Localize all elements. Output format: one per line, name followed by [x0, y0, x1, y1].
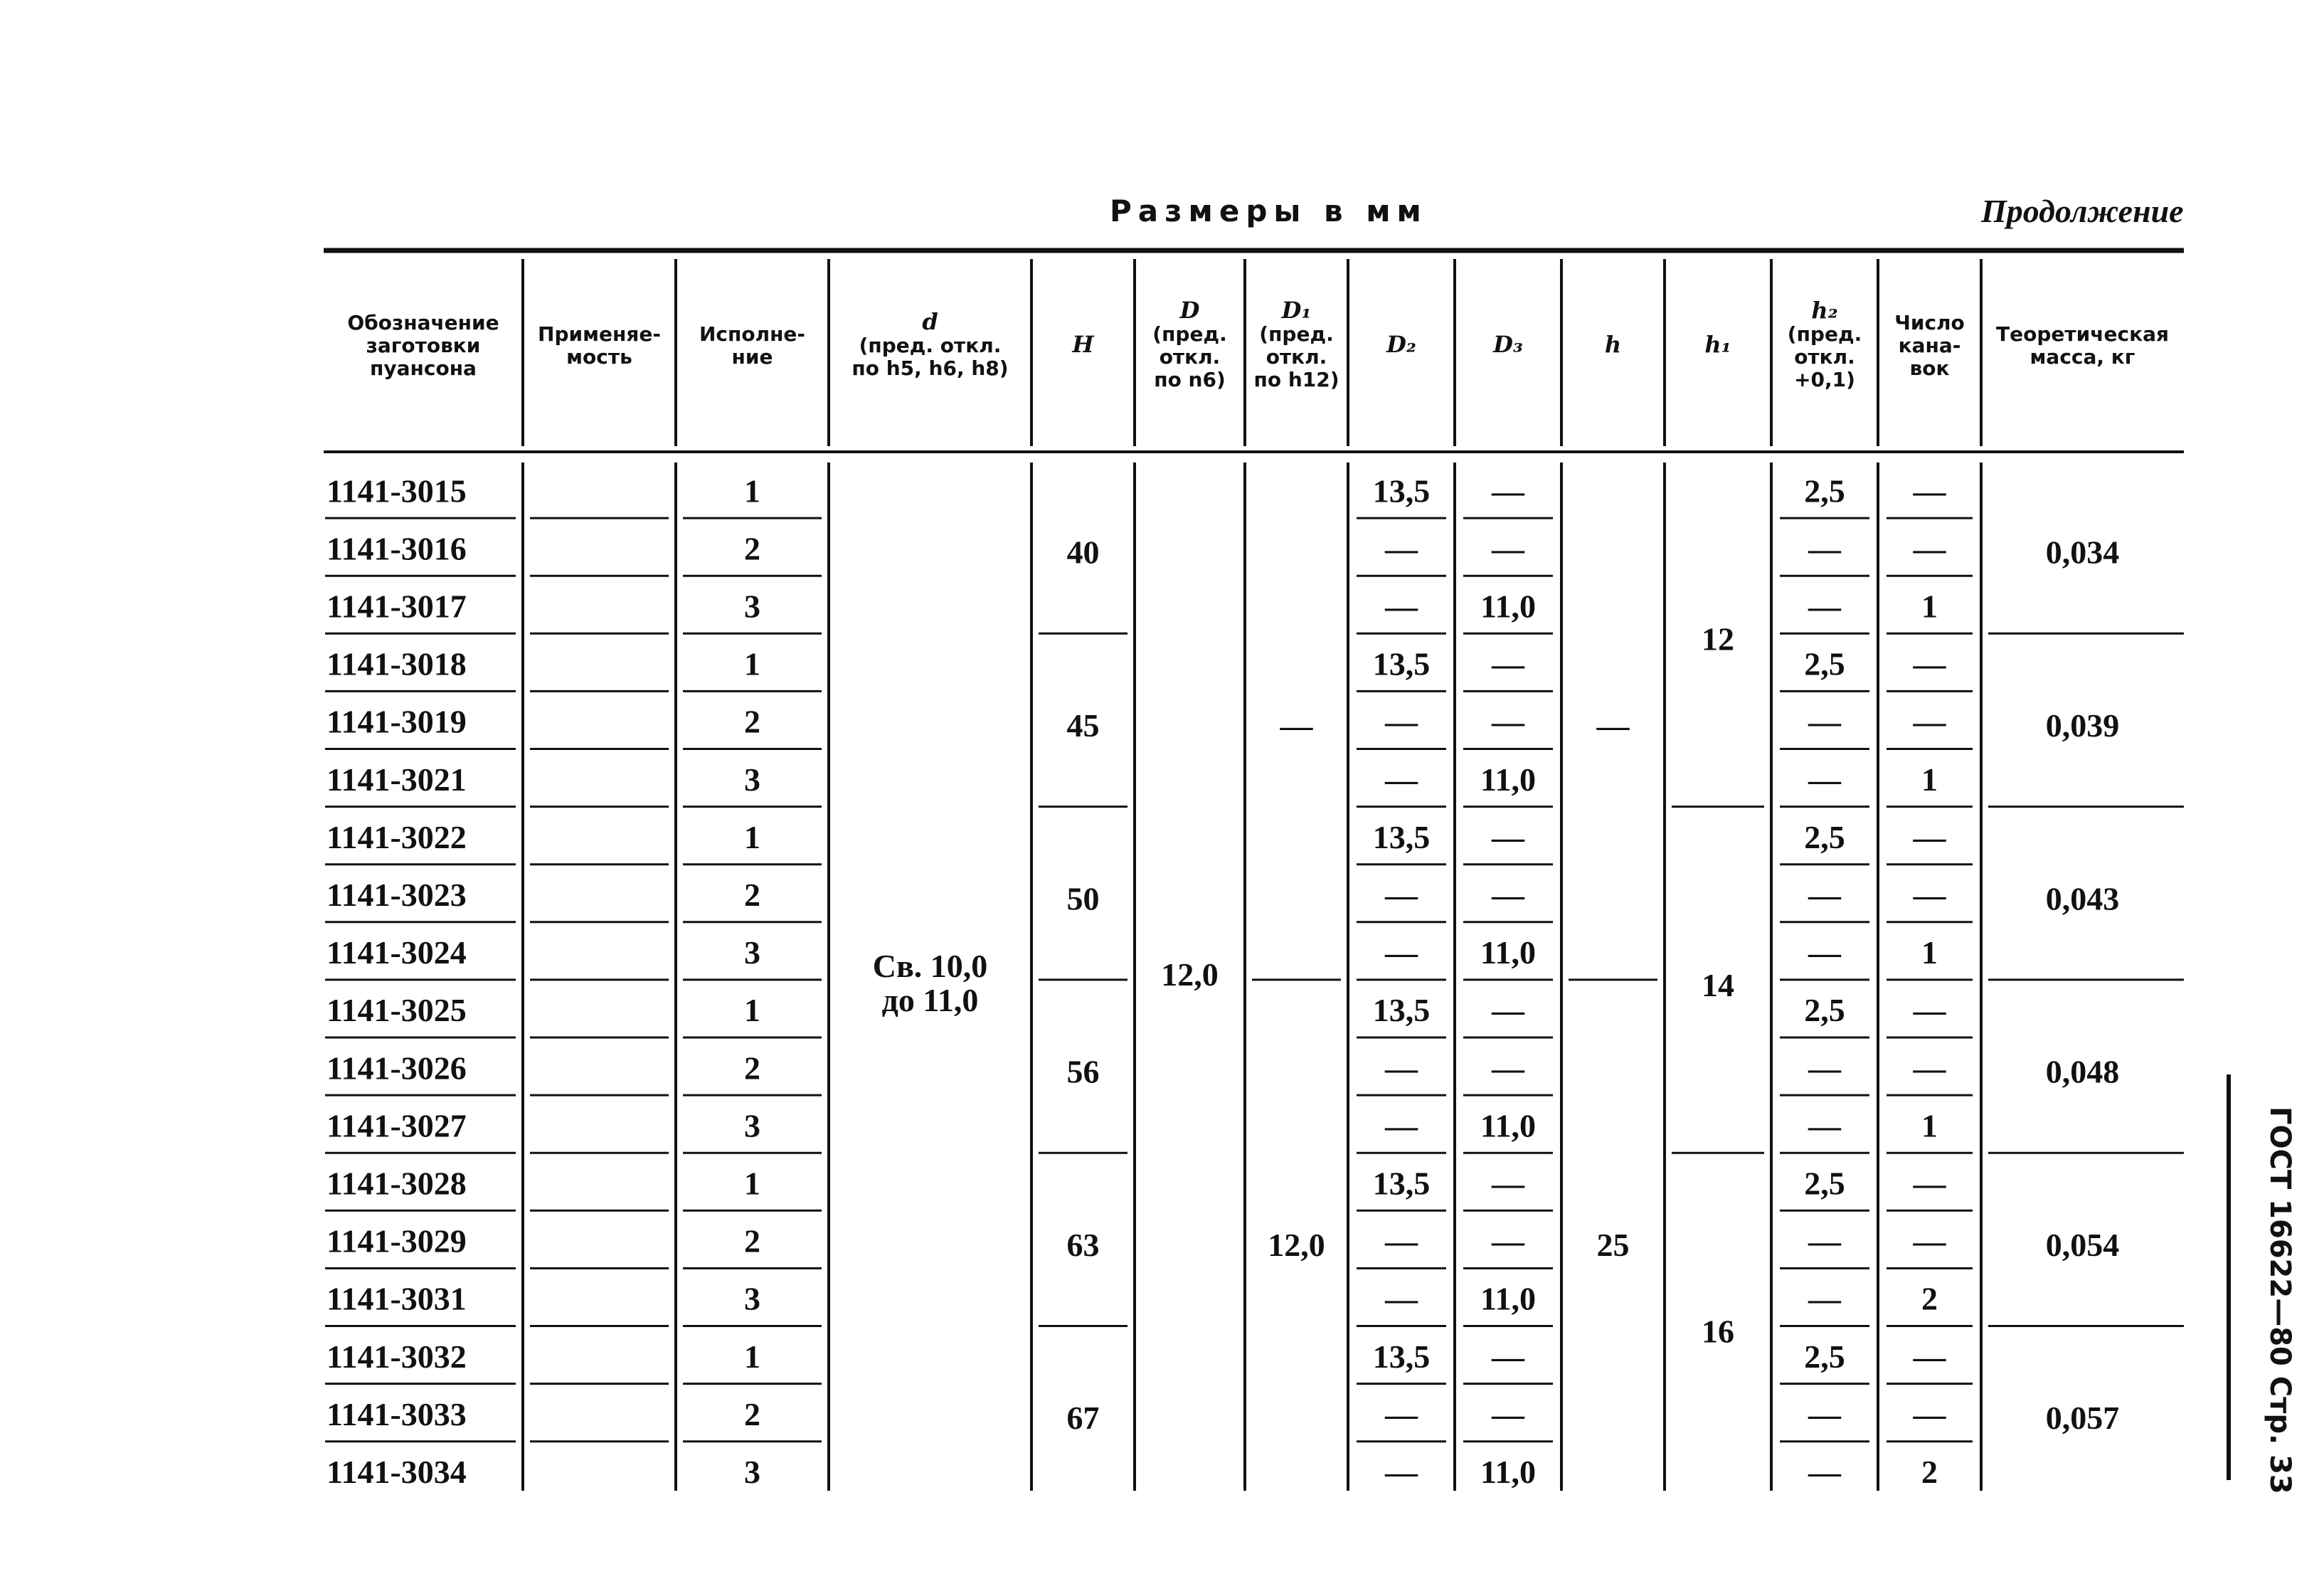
h-height-cell: 45 [1066, 707, 1100, 744]
d-outer-cell: 12,0 [1161, 956, 1219, 993]
grooves-cell: — [1913, 645, 1946, 682]
h-height-cell: 56 [1066, 1053, 1100, 1090]
d3-cell: — [1492, 1395, 1524, 1432]
h1-cell: 12 [1702, 620, 1734, 657]
d3-cell: — [1492, 472, 1524, 509]
designation-cell: 1141-3033 [327, 1395, 467, 1432]
designation-cell: 1141-3027 [327, 1107, 467, 1144]
grooves-cell: 1 [1921, 1107, 1938, 1144]
d1-cell: 12,0 [1268, 1226, 1325, 1263]
h2-cell: 2,5 [1804, 1165, 1845, 1202]
h2-cell: — [1808, 934, 1841, 971]
execution-cell: 2 [744, 703, 760, 740]
mass-cell: 0,057 [2045, 1400, 2120, 1437]
d2-cell: 13,5 [1372, 645, 1431, 682]
h1-cell: 16 [1702, 1313, 1734, 1350]
execution-cell: 2 [744, 1395, 760, 1432]
h2-cell: 2,5 [1804, 992, 1845, 1029]
h1-cell: 14 [1702, 966, 1734, 1003]
grooves-cell: — [1913, 1165, 1946, 1202]
d3-cell: — [1492, 1222, 1524, 1259]
d3-cell: — [1492, 992, 1524, 1029]
h-cell: 25 [1596, 1226, 1630, 1263]
mass-cell: 0,054 [2045, 1226, 2120, 1263]
h2-cell: — [1808, 1280, 1841, 1317]
d2-cell: — [1385, 1280, 1418, 1317]
d3-cell: — [1492, 645, 1524, 682]
d1-cell: — [1280, 707, 1313, 744]
header-H-line-0: H [1072, 331, 1094, 358]
designation-cell: 1141-3025 [327, 992, 467, 1029]
grooves-cell: 1 [1921, 588, 1938, 625]
h-height-cell: 67 [1066, 1400, 1100, 1437]
grooves-cell: 1 [1921, 761, 1938, 798]
grooves-cell: — [1913, 1338, 1946, 1375]
execution-cell: 3 [744, 934, 760, 971]
designation-cell: 1141-3015 [327, 472, 467, 509]
d2-cell: — [1385, 1107, 1418, 1144]
d2-cell: — [1385, 1050, 1418, 1087]
h2-cell: — [1808, 703, 1841, 740]
header-h1-line-0: h₁ [1704, 331, 1731, 358]
h2-cell: — [1808, 1222, 1841, 1259]
execution-cell: 1 [744, 818, 760, 855]
execution-cell: 1 [744, 472, 760, 509]
caption-dimensions: Размеры в мм [1110, 194, 1428, 228]
grooves-cell: — [1913, 876, 1946, 913]
d2-cell: 13,5 [1372, 818, 1431, 855]
grooves-cell: — [1913, 1222, 1946, 1259]
d-range-cell: до 11,0 [881, 981, 979, 1018]
grooves-cell: 1 [1921, 934, 1938, 971]
execution-cell: 1 [744, 645, 760, 682]
header-D-line-1: (пред. [1152, 322, 1227, 346]
d3-cell: 11,0 [1480, 1107, 1536, 1144]
d2-cell: 13,5 [1372, 1165, 1431, 1202]
header-mass-line-1: масса, кг [2029, 345, 2135, 369]
execution-cell: 2 [744, 530, 760, 567]
header-applicability-line-0: Применяе- [538, 322, 661, 346]
header-h2-line-1: (пред. [1787, 322, 1862, 346]
header-h2-line-0: h₂ [1811, 297, 1838, 324]
header-D2-line-0: D₂ [1386, 331, 1416, 358]
h2-cell: 2,5 [1804, 645, 1845, 682]
header-designation-line-2: пуансона [370, 356, 477, 380]
h-height-cell: 63 [1066, 1226, 1100, 1263]
h2-cell: — [1808, 1453, 1841, 1490]
grooves-cell: 2 [1921, 1280, 1938, 1317]
execution-cell: 3 [744, 1107, 760, 1144]
h2-cell: — [1808, 530, 1841, 567]
d3-cell: — [1492, 703, 1524, 740]
mass-cell: 0,048 [2045, 1053, 2120, 1090]
h2-cell: — [1808, 761, 1841, 798]
d2-cell: — [1385, 1453, 1418, 1490]
execution-cell: 1 [744, 1338, 760, 1375]
h2-cell: — [1808, 1395, 1841, 1432]
header-h2-line-3: +0,1) [1794, 368, 1855, 391]
header-grooves-line-2: вок [1909, 356, 1950, 380]
header-D-line-2: откл. [1159, 345, 1221, 369]
header-h2-line-2: откл. [1794, 345, 1855, 369]
designation-cell: 1141-3029 [327, 1222, 467, 1259]
designation-cell: 1141-3022 [327, 818, 467, 855]
side-stamp-text: ГОСТ 16622—80 Стр. 33 [2264, 1106, 2296, 1494]
continuation-label: Продолжение [1981, 193, 2184, 229]
d3-cell: 11,0 [1480, 1280, 1536, 1317]
grooves-cell: 2 [1921, 1453, 1938, 1490]
header-applicability-line-1: мость [566, 345, 632, 369]
h2-cell: — [1808, 876, 1841, 913]
designation-cell: 1141-3023 [327, 876, 467, 913]
h-cell: — [1596, 707, 1630, 744]
d3-cell: 11,0 [1480, 934, 1536, 971]
mass-cell: 0,034 [2045, 534, 2120, 571]
execution-cell: 2 [744, 1050, 760, 1087]
d3-cell: — [1492, 876, 1524, 913]
d3-cell: — [1492, 818, 1524, 855]
d3-cell: — [1492, 530, 1524, 567]
header-mass-line-0: Теоретическая [1996, 322, 2169, 346]
header-D-line-0: D [1179, 297, 1200, 324]
header-D1-line-3: по h12) [1253, 368, 1339, 391]
d3-cell: — [1492, 1338, 1524, 1375]
header-execution-line-1: ние [731, 345, 773, 369]
grooves-cell: — [1913, 703, 1946, 740]
d2-cell: — [1385, 761, 1418, 798]
header-designation-line-0: Обозначение [347, 311, 499, 334]
grooves-cell: — [1913, 472, 1946, 509]
grooves-cell: — [1913, 992, 1946, 1029]
d2-cell: — [1385, 703, 1418, 740]
designation-cell: 1141-3034 [327, 1453, 467, 1490]
header-d-line-2: по h5, h6, h8) [851, 356, 1009, 380]
header-D1-line-2: откл. [1266, 345, 1327, 369]
header-d-line-1: (пред. откл. [859, 334, 1002, 357]
execution-cell: 2 [744, 876, 760, 913]
d2-cell: — [1385, 530, 1418, 567]
header-D-line-3: по n6) [1154, 368, 1226, 391]
header-D1-line-0: D₁ [1281, 297, 1312, 324]
d2-cell: 13,5 [1372, 472, 1431, 509]
designation-cell: 1141-3032 [327, 1338, 467, 1375]
d2-cell: 13,5 [1372, 992, 1431, 1029]
d2-cell: — [1385, 934, 1418, 971]
h2-cell: — [1808, 588, 1841, 625]
h2-cell: 2,5 [1804, 472, 1845, 509]
grooves-cell: — [1913, 1395, 1946, 1432]
grooves-cell: — [1913, 530, 1946, 567]
designation-cell: 1141-3026 [327, 1050, 467, 1087]
d-range-cell: Св. 10,0 [872, 947, 988, 984]
designation-cell: 1141-3028 [327, 1165, 467, 1202]
execution-cell: 3 [744, 1453, 760, 1490]
grooves-cell: — [1913, 1050, 1946, 1087]
header-D1-line-1: (пред. [1259, 322, 1334, 346]
designation-cell: 1141-3016 [327, 530, 467, 567]
execution-cell: 1 [744, 992, 760, 1029]
designation-cell: 1141-3019 [327, 703, 467, 740]
execution-cell: 2 [744, 1222, 760, 1259]
execution-cell: 3 [744, 1280, 760, 1317]
d2-cell: — [1385, 876, 1418, 913]
designation-cell: 1141-3018 [327, 645, 467, 682]
h2-cell: 2,5 [1804, 818, 1845, 855]
header-designation-line-1: заготовки [366, 334, 481, 357]
h-height-cell: 40 [1066, 534, 1100, 571]
d2-cell: 13,5 [1372, 1338, 1431, 1375]
d3-cell: 11,0 [1480, 1453, 1536, 1490]
header-D3-line-0: D₃ [1493, 331, 1523, 358]
header-grooves-line-0: Число [1894, 311, 1965, 334]
mass-cell: 0,043 [2045, 880, 2120, 917]
execution-cell: 1 [744, 1165, 760, 1202]
mass-cell: 0,039 [2045, 707, 2120, 744]
header-d-line-0: d [922, 308, 938, 335]
header-grooves-line-1: кана- [1898, 334, 1961, 357]
h2-cell: — [1808, 1050, 1841, 1087]
d2-cell: — [1385, 1395, 1418, 1432]
h2-cell: 2,5 [1804, 1338, 1845, 1375]
execution-cell: 3 [744, 761, 760, 798]
d3-cell: 11,0 [1480, 588, 1536, 625]
designation-cell: 1141-3017 [327, 588, 467, 625]
h2-cell: — [1808, 1107, 1841, 1144]
d3-cell: 11,0 [1480, 761, 1536, 798]
d2-cell: — [1385, 588, 1418, 625]
d3-cell: — [1492, 1050, 1524, 1087]
d2-cell: — [1385, 1222, 1418, 1259]
d3-cell: — [1492, 1165, 1524, 1202]
designation-cell: 1141-3031 [327, 1280, 467, 1317]
execution-cell: 3 [744, 588, 760, 625]
grooves-cell: — [1913, 818, 1946, 855]
designation-cell: 1141-3021 [327, 761, 467, 798]
h-height-cell: 50 [1066, 880, 1100, 917]
header-h-line-0: h [1604, 331, 1622, 358]
designation-cell: 1141-3024 [327, 934, 467, 971]
header-execution-line-0: Исполне- [699, 322, 806, 346]
